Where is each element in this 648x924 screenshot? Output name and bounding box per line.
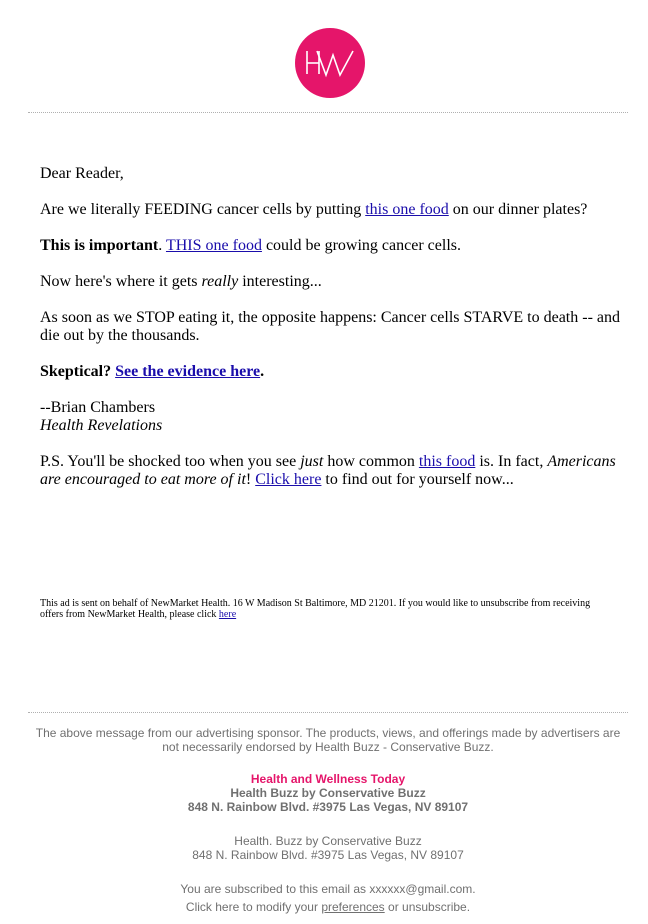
ps-emphasis-2: Americans are encouraged to eat more of it: [40, 453, 616, 488]
unsubscribe-here-link[interactable]: here: [218, 609, 237, 620]
ps-text-d: !: [245, 471, 256, 488]
sponsor-disclaimer: The above message from our advertising sponsor. The products, views, and offerings made by advertisers are not necessarily endorsed by Health Buzz - Conservative Buzz.: [35, 726, 621, 754]
p2-dot: .: [158, 237, 163, 254]
company-name-bold: Health Buzz by Conservative Buzz: [230, 786, 426, 800]
brand-name: Health and Wellness Today: [250, 772, 406, 786]
p2-text-end: could be growing cancer cells.: [261, 237, 461, 254]
skeptical-label: Skeptical?: [40, 363, 112, 380]
p3-text-end: interesting...: [238, 273, 322, 290]
ps-text-a: P.S. You'll be shocked too when you see: [40, 453, 301, 470]
ps-text-c: is. In fact,: [475, 453, 548, 470]
this-food-link[interactable]: this food: [418, 453, 476, 470]
top-divider: [28, 112, 628, 113]
company-address: 848 N. Rainbow Blvd. #3975 Las Vegas, NV 89107: [192, 848, 464, 862]
postscript: [40, 453, 620, 489]
ps-emphasis-1: just: [300, 453, 324, 470]
p5-dot: .: [260, 363, 265, 380]
header-logo-area: [0, 28, 648, 103]
greeting: Dear Reader,: [40, 165, 124, 182]
p3-emphasis: really: [201, 273, 239, 290]
click-here-link[interactable]: Click here: [255, 471, 322, 488]
preferences-text: Click here to modify your: [185, 900, 322, 914]
preferences-line: [28, 900, 628, 914]
bottom-divider: [28, 712, 628, 713]
signature-name: --Brian Chambers: [40, 399, 156, 416]
important-label: This is important: [40, 237, 159, 254]
this-one-food-link-2[interactable]: THIS one food: [165, 237, 262, 254]
disclosure-text: This ad is sent on behalf of NewMarket Health. 16 W Madison St Baltimore, MD 21201. If you would like to unsubscribe from receiving offers from NewMarket Health, please click: [40, 598, 591, 620]
ps-text-b: how common: [323, 453, 419, 470]
ps-text-e: to find out for yourself now...: [321, 471, 514, 488]
hw-logo: [295, 28, 365, 98]
ad-disclosure: [40, 598, 600, 620]
hw-logo-icon: [295, 28, 365, 98]
letter-body: [40, 165, 620, 507]
p3-text: Now here's where it gets: [40, 273, 202, 290]
company-address-bold: 848 N. Rainbow Blvd. #3975 Las Vegas, NV 89107: [187, 800, 469, 814]
paragraph-2: [40, 237, 620, 255]
paragraph-5: [40, 363, 620, 381]
company-name: Health. Buzz by Conservative Buzz: [234, 834, 422, 848]
email-footer: [28, 726, 628, 914]
signature: [40, 399, 620, 435]
this-one-food-link[interactable]: this one food: [365, 201, 449, 218]
paragraph-4: As soon as we STOP eating it, the opposite happens: Cancer cells STARVE to death -- and die out by the thousands.: [40, 309, 620, 344]
p1-text: Are we literally FEEDING cancer cells by putting: [40, 201, 366, 218]
preferences-link[interactable]: preferences: [321, 900, 385, 914]
signature-publication: Health Revelations: [40, 417, 163, 434]
paragraph-3: [40, 273, 620, 291]
subscription-notice: You are subscribed to this email as xxxxxx@gmail.com.: [180, 882, 476, 896]
unsubscribe-text: or unsubscribe.: [384, 900, 471, 914]
see-evidence-link[interactable]: See the evidence here: [115, 363, 261, 380]
paragraph-1: [40, 201, 620, 219]
p1-text-end: on our dinner plates?: [448, 201, 588, 218]
